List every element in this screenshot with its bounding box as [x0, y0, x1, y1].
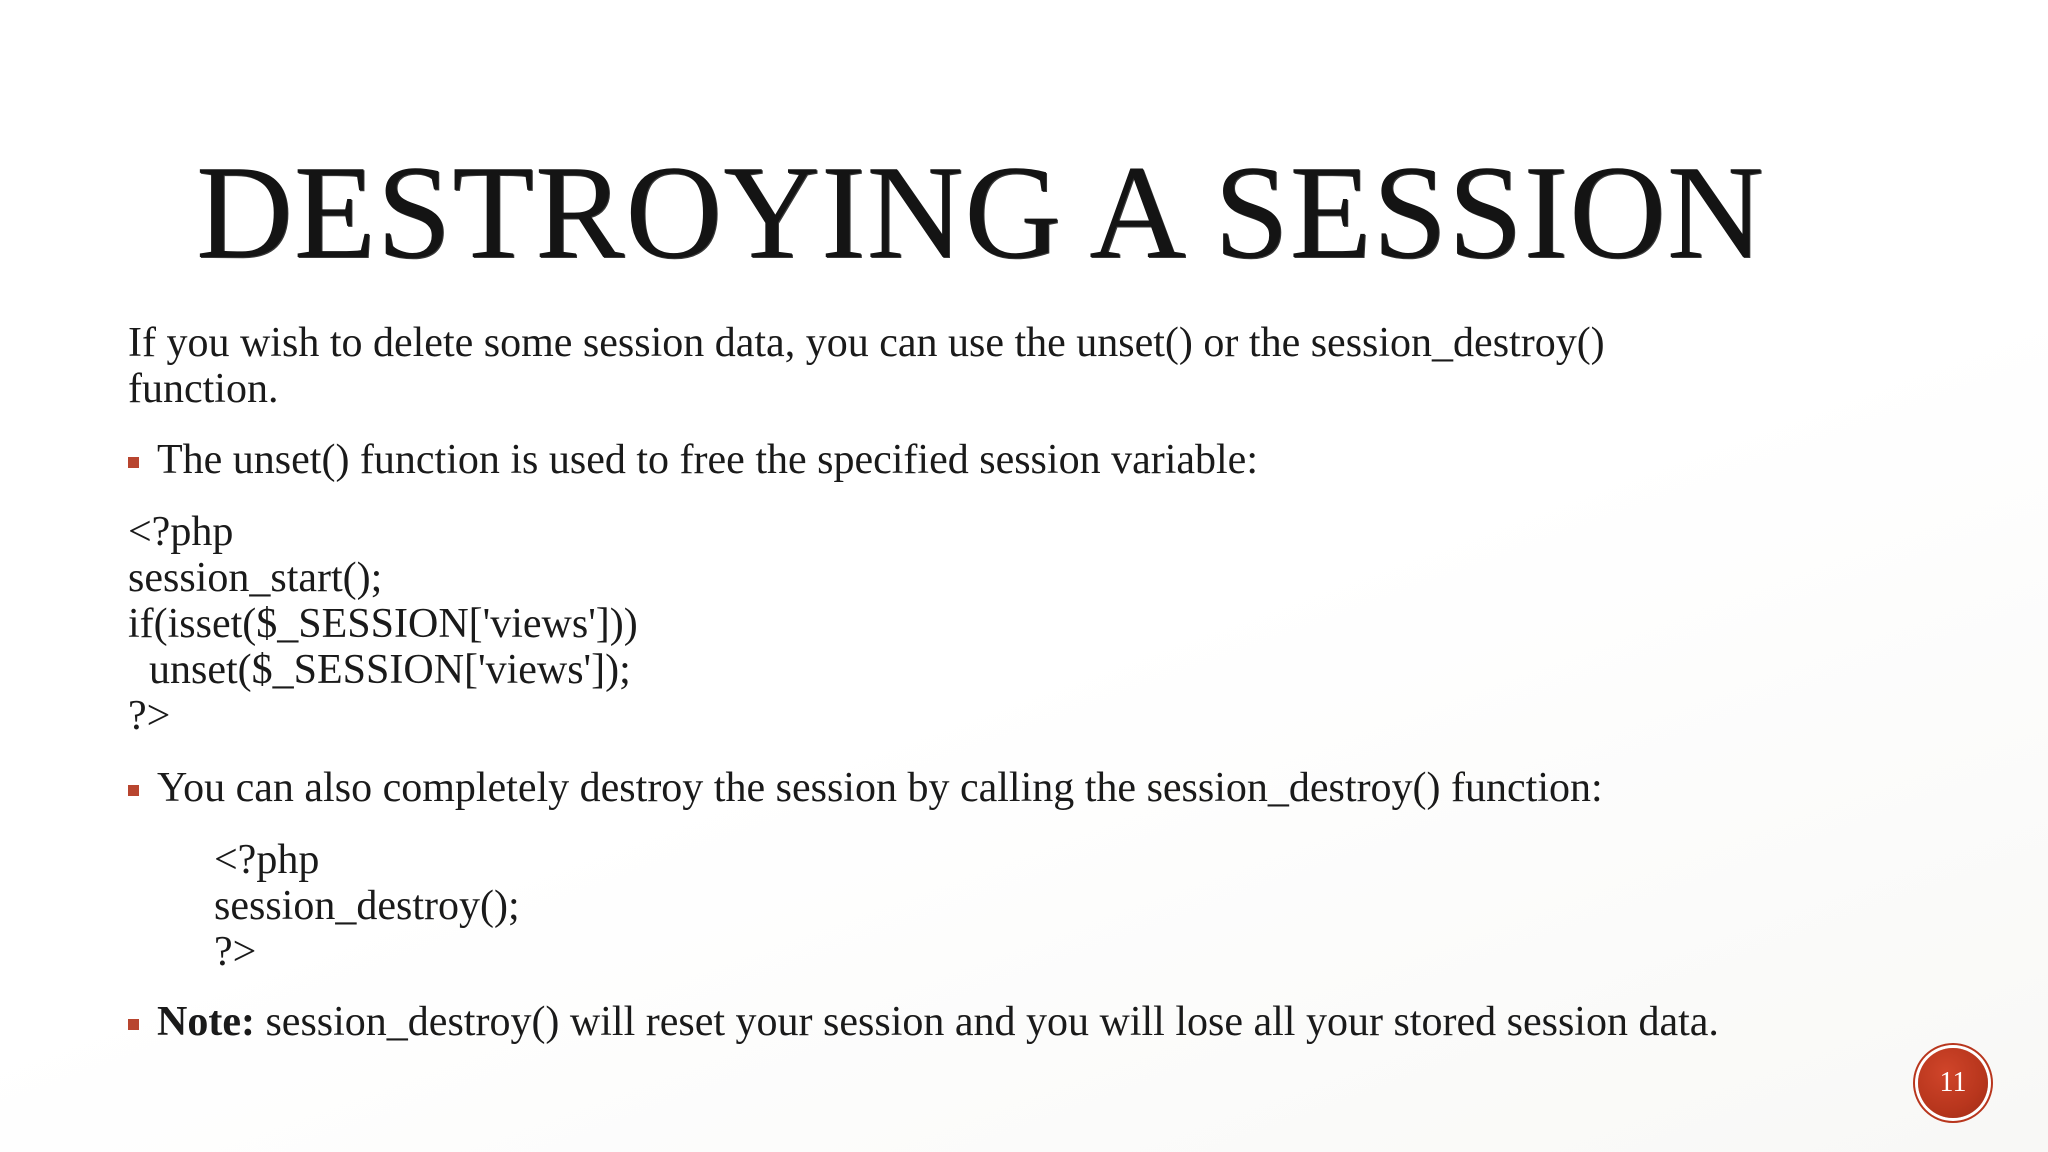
- bullet-text: You can also completely destroy the session by calling the session_destroy() function:: [157, 765, 1603, 811]
- intro-line-1: If you wish to delete some session data, you can use the unset() or the session_destroy(): [128, 320, 1605, 366]
- code-line: unset($_SESSION['views']);: [128, 647, 631, 693]
- code-line: session_start();: [128, 555, 383, 601]
- code-line: <?php: [214, 837, 320, 883]
- intro-line-2: function.: [128, 366, 279, 412]
- code-line: session_destroy();: [214, 883, 520, 929]
- square-bullet-icon: [128, 457, 139, 468]
- page-number-badge: [1918, 1048, 1988, 1118]
- slide-title: DESTROYING A SESSION: [196, 138, 1765, 286]
- bullet-destroy: [128, 765, 1603, 811]
- code-line: ?>: [128, 693, 171, 739]
- code-line: if(isset($_SESSION['views'])): [128, 601, 638, 647]
- square-bullet-icon: [128, 1019, 139, 1030]
- page-number: 11: [1939, 1067, 1967, 1098]
- square-bullet-icon: [128, 785, 139, 796]
- bullet-note: [128, 999, 1719, 1045]
- bullet-text: The unset() function is used to free the specified session variable:: [157, 437, 1258, 483]
- code-line: <?php: [128, 509, 234, 555]
- code-line: ?>: [214, 929, 257, 975]
- bullet-text: session_destroy() will reset your session and you will lose all your stored session data.: [254, 999, 1719, 1045]
- note-label: Note:: [157, 999, 255, 1045]
- bullet-unset: [128, 437, 1258, 483]
